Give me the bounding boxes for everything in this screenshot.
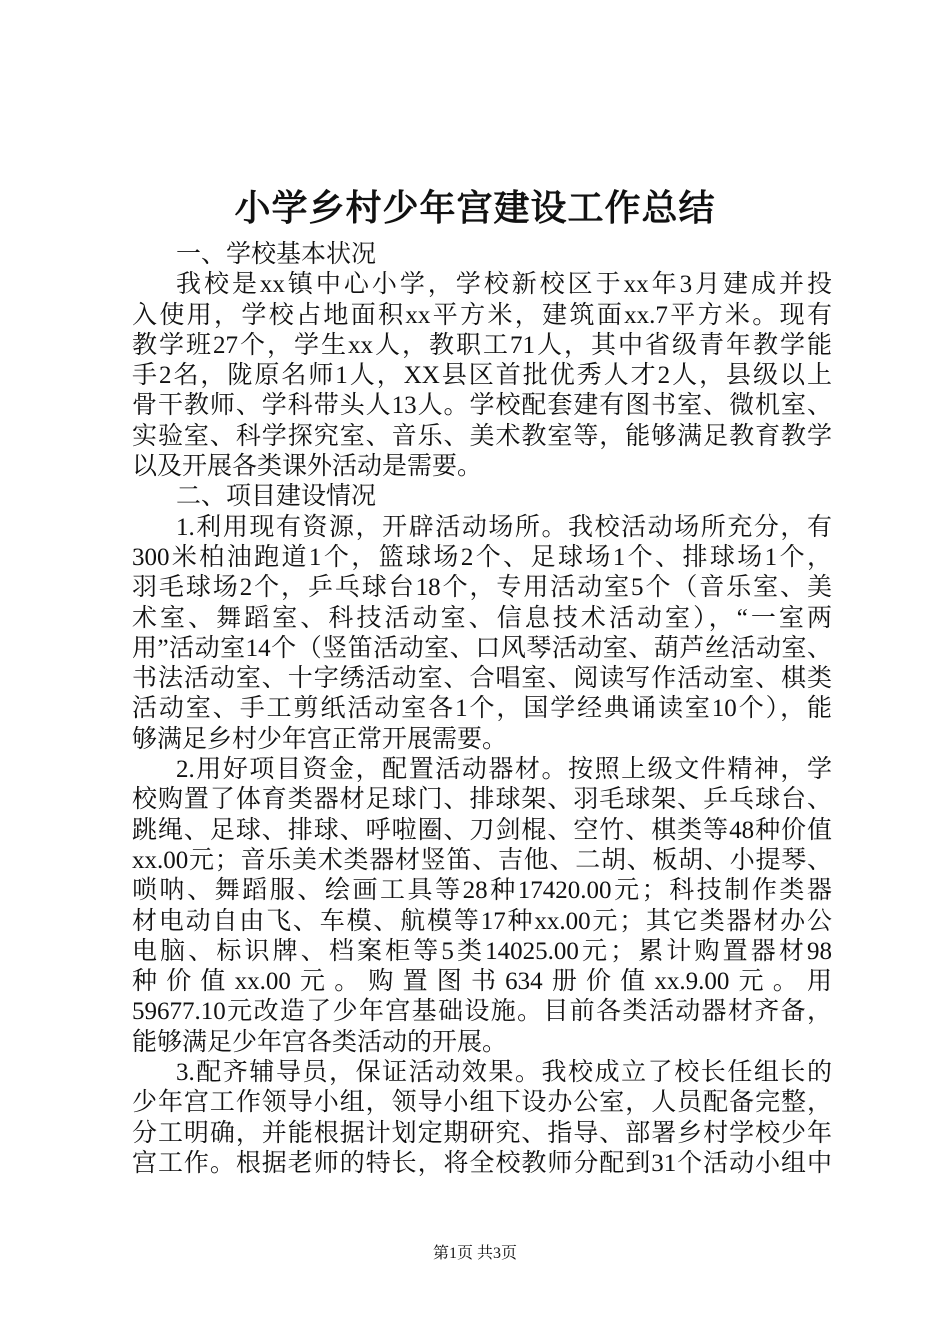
paragraph bbox=[132, 513, 832, 755]
document-body bbox=[132, 240, 832, 1179]
paragraph bbox=[132, 270, 832, 482]
text-line: 够满足乡村少年宫正常开展需要。 bbox=[132, 725, 508, 753]
page-footer: 第1页 共3页 bbox=[432, 1245, 517, 1262]
text-line: 活动室、手工剪纸活动室各1个，国学经典诵读室10个），能 bbox=[132, 695, 832, 723]
text-line: 入使用，学校占地面积xx平方米，建筑面xx.7平方米。现有 bbox=[132, 301, 832, 329]
text-line: 1.利用现有资源，开辟活动场所。我校活动场所充分，有 bbox=[176, 513, 832, 541]
text-line: 3.配齐辅导员，保证活动效果。我校成立了校长任组长的 bbox=[176, 1059, 832, 1087]
text-line: 少年宫工作领导小组，领导小组下设办公室，人员配备完整， bbox=[132, 1089, 832, 1117]
paragraph bbox=[132, 755, 832, 1058]
text-line: 骨干教师、学科带头人13人。学校配套建有图书室、微机室、 bbox=[132, 392, 832, 420]
text-line: 二、项目建设情况 bbox=[176, 483, 377, 511]
paragraph bbox=[132, 1058, 832, 1179]
section-heading bbox=[132, 482, 832, 512]
section-heading bbox=[132, 240, 832, 270]
document-title: 小学乡村少年宫建设工作总结 bbox=[234, 188, 716, 228]
text-line: 59677.10元改造了少年宫基础设施。目前各类活动器材齐备， bbox=[132, 998, 832, 1026]
text-line: 实验室、科学探究室、音乐、美术教室等，能够满足教育教学 bbox=[132, 422, 832, 450]
text-line: 2.用好项目资金，配置活动器材。按照上级文件精神，学 bbox=[176, 756, 832, 784]
text-line: 手2名，陇原名师1人，XX县区首批优秀人才2人，县级以上 bbox=[132, 362, 832, 390]
text-line: 能够满足少年宫各类活动的开展。 bbox=[132, 1028, 508, 1056]
text-line: 术室、舞蹈室、科技活动室、信息技术活动室），“一室两 bbox=[132, 604, 832, 632]
text-line: 校购置了体育类器材足球门、排球架、羽毛球架、乒乓球台、 bbox=[132, 786, 832, 814]
text-line: 电脑、标识牌、档案柜等5类14025.00元；累计购置器材98 bbox=[132, 937, 832, 965]
text-line: 用”活动室14个（竖笛活动室、口风琴活动室、葫芦丝活动室、 bbox=[132, 634, 832, 662]
text-line: 一、学校基本状况 bbox=[176, 241, 377, 268]
text-line: 分工明确，并能根据计划定期研究、指导、部署乡村学校少年 bbox=[132, 1119, 832, 1147]
text-line: xx.00元；音乐美术类器材竖笛、吉他、二胡、板胡、小提琴、 bbox=[132, 846, 832, 874]
text-line: 我校是xx镇中心小学，学校新校区于xx年3月建成并投 bbox=[176, 271, 832, 299]
text-line: 跳绳、足球、排球、呼啦圈、刀剑棍、空竹、棋类等48种价值 bbox=[132, 816, 832, 844]
text-line: 材电动自由飞、车模、航模等17种xx.00元；其它类器材办公 bbox=[132, 907, 832, 935]
text-line: 唢呐、舞蹈服、绘画工具等28种17420.00元；科技制作类器 bbox=[132, 877, 832, 905]
text-line: 以及开展各类课外活动是需要。 bbox=[132, 453, 483, 481]
text-line: 书法活动室、十字绣活动室、合唱室、阅读写作活动室、棋类 bbox=[132, 665, 832, 693]
text-line: 教学班27个，学生xx人，教职工71人，其中省级青年教学能 bbox=[132, 331, 832, 359]
text-line: 宫工作。根据老师的特长，将全校教师分配到31个活动小组中 bbox=[132, 1149, 832, 1177]
text-line: 种价值xx.00元。购置图书634册价值xx.9.00元。用 bbox=[132, 968, 832, 996]
text-line: 羽毛球场2个，乒乓球台18个，专用活动室5个（音乐室、美 bbox=[132, 574, 832, 602]
text-line: 300米柏油跑道1个，篮球场2个、足球场1个、排球场1个， bbox=[132, 543, 832, 571]
